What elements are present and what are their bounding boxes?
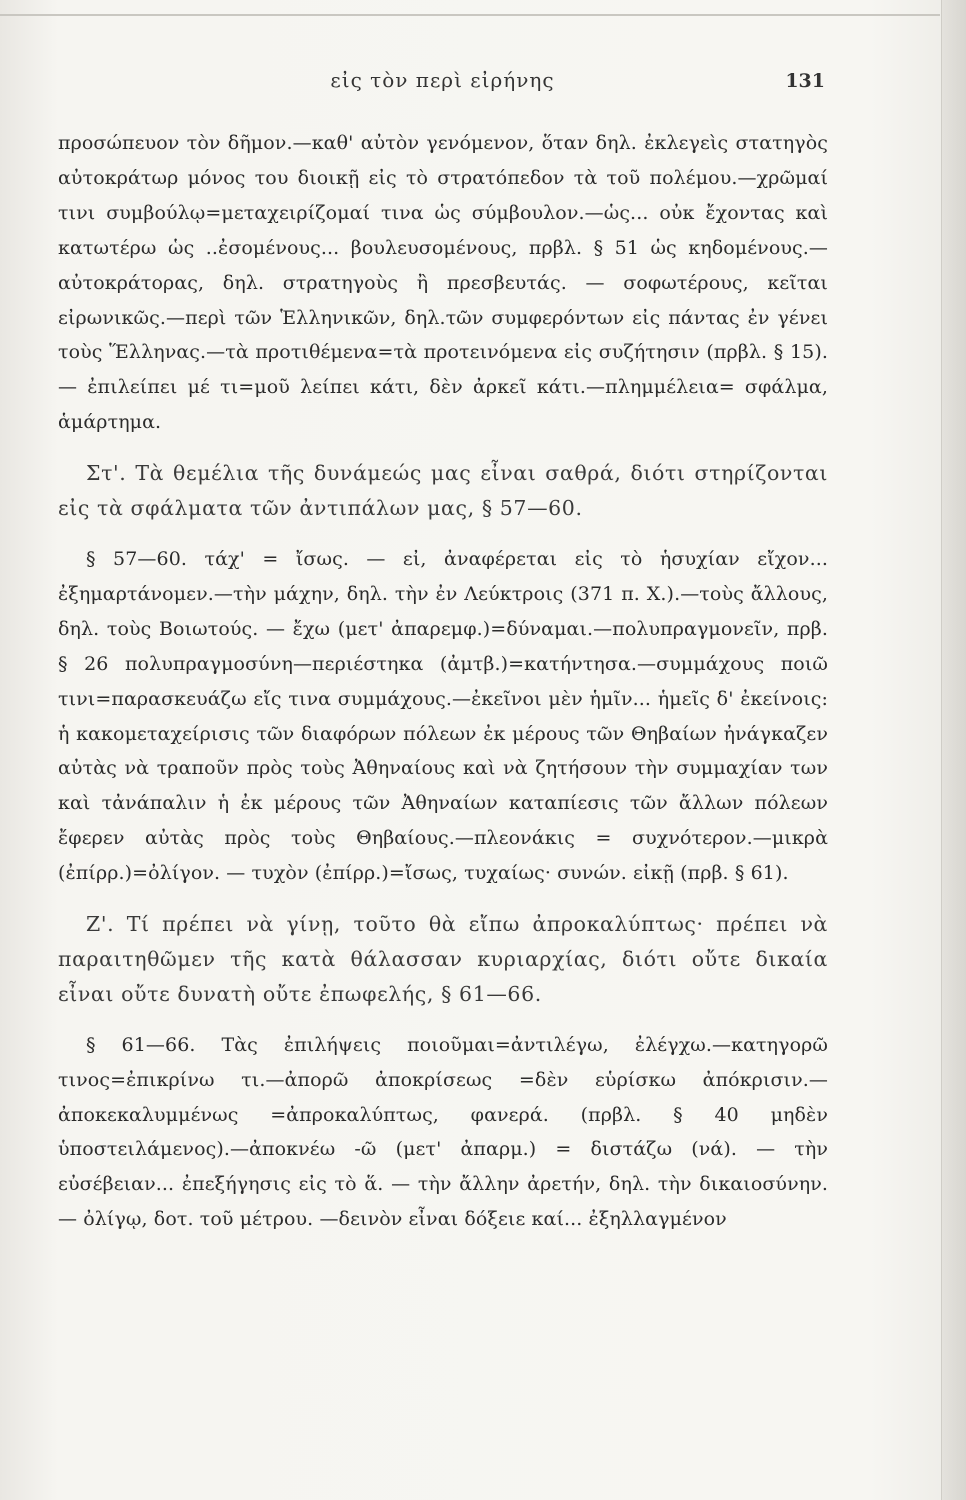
running-title: εἰς τὸν περὶ εἰρήνης	[330, 68, 555, 92]
commentary-paragraph-57-60: § 57—60. τάχ' = ἴσως. — εἰ, ἀναφέρεται εἰς τὸ ἡσυχίαν εἴχον... ἐξημαρτάνομεν.—τὴν μάχην, δηλ. τὴν ἐν Λεύκτροις (371 π. Χ.).—τοὺς ἄλλους, δηλ. τοὺς Βοιωτούς. — ἔχω (μετ' ἀπαρεμφ.)=δύναμαι.—πολυπραγμονεῖν, πρβ. § 26 πολυπραγμοσύνη—περιέστηκα (ἀμτβ.)=κατήντησα.—συμμάχους ποιῶ τινι=παρασκευάζω εἴς τινα συμμάχους.—ἐκεῖνοι μὲν ἡμῖν... ἡμεῖς δ' ἐκείνοις: ἡ κακομεταχείρισις τῶν διαφόρων πόλεων ἐκ μέρους τῶν Θηβαίων ἠνάγκαζεν αὐτὰς νὰ τραποῦν πρὸς τοὺς Ἀθηναίους καὶ νὰ ζητήσουν τὴν συμμαχίαν των καὶ τἀνάπαλιν ἡ ἐκ μέρους τῶν Ἀθηναίων καταπίεσις τῶν ἄλλων πόλεων ἔφερεν αὐτὰς πρὸς τοὺς Θηβαίους.—πλεονάκις = συχνότερον.—μικρὰ (ἐπίρρ.)=ὀλίγον. — τυχὸν (ἐπίρρ.)=ἴσως, τυχαίως· συνών. εἰκῇ (πρβ. § 61).	[58, 547, 828, 885]
page-header	[60, 68, 825, 98]
text-paragraph-summary-6: Στ'. Τὰ θεμέλια τῆς δυνάμεώς μας εἶναι σαθρά, διότι στηρίζονται εἰς τὰ σφάλματα τῶν ἀντιπάλων μας, § 57—60.	[58, 461, 828, 521]
scan-edge-line	[0, 14, 940, 16]
commentary-paragraph-1: προσώπευον τὸν δῆμον.—καθ' αὐτὸν γενόμενον, ὅταν δηλ. ἐκλεγεὶς στατηγὸς αὐτοκράτωρ μόνος του διοικῇ εἰς τὸ στρατόπεδον τὰ τοῦ πολέμου.—χρῶμαί τινι συμβούλῳ=μεταχειρίζομαί τινα ὡς σύμβουλον.—ὡς... οὐκ ἔχοντας καὶ κατωτέρω ὡς ..ἐσομένους... βουλευσομένους, πρβλ. § 51 ὡς κηδομένους.—αὐτοκράτορας, δηλ. στρατηγοὺς ἢ πρεσβευτάς. — σοφωτέρους, κεῖται εἰρωνικῶς.—περὶ τῶν Ἑλληνικῶν, δηλ.τῶν συμφερόντων εἰς πάντας ἐν γένει τοὺς Ἕλληνας.—τὰ προτιθέμενα=τὰ προτεινόμενα εἰς συζήτησιν (πρβλ. § 15). — ἐπιλείπει μέ τι=μοῦ λείπει κάτι, δὲν ἀρκεῖ κάτι.—πλημμέλεια= σφάλμα, ἁμάρτημα.	[58, 132, 828, 434]
page-body	[58, 126, 828, 1237]
page-number: 131	[785, 70, 825, 92]
page-gutter	[941, 0, 966, 1500]
text-paragraph-summary-7: Ζ'. Τί πρέπει νὰ γίνῃ, τοῦτο θὰ εἴπω ἀπροκαλύπτως· πρέπει νὰ παραιτηθῶμεν τῆς κατὰ θάλασσαν κυριαρχίας, διότι οὔτε δικαία εἶναι οὔτε δυνατὴ οὔτε ἐπωφελής, § 61—66.	[58, 912, 828, 1006]
commentary-paragraph-61-66: § 61—66. Τὰς ἐπιλήψεις ποιοῦμαι=ἀντιλέγω, ἐλέγχω.—κατηγορῶ τινος=ἐπικρίνω τι.—ἀπορῶ ἀποκρίσεως =δὲν εὑρίσκω ἀπόκρισιν.—ἀποκεκαλυμμένως =ἀπροκαλύπτως, φανερά. (πρβλ. § 40 μηδὲν ὑποστειλάμενος).—ἀποκνέω -ῶ (μετ' ἀπαρμ.) = διστάζω (νά). — τὴν εὐσέβειαν... ἐπεξήγησις εἰς τὸ ἅ. — τὴν ἄλλην ἀρετήν, δηλ. τὴν δικαιοσύνην. — ὀλίγῳ, δοτ. τοῦ μέτρου. —δεινὸν εἶναι δόξειε καί... ἐξηλλαγμένον	[58, 1033, 828, 1231]
